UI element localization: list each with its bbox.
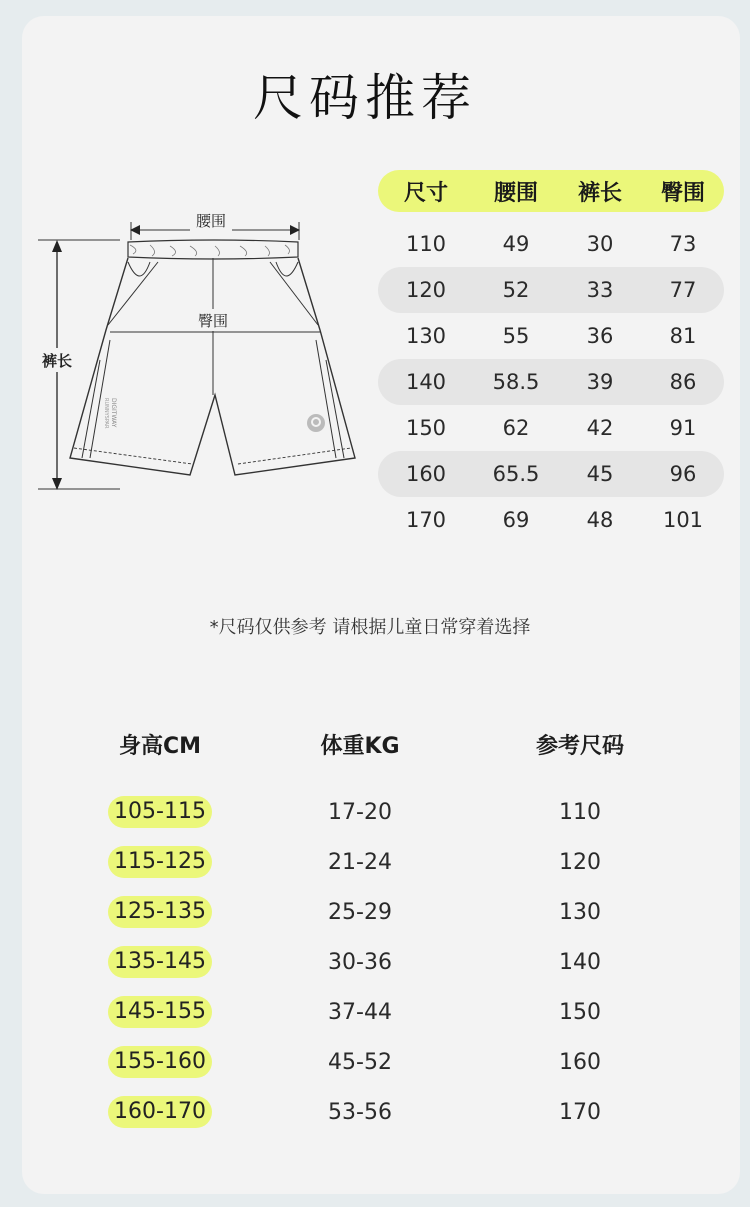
- header-length: 裤长: [577, 180, 622, 206]
- height-range-pill: 115-125: [108, 846, 212, 878]
- cell-waist: 49: [502, 232, 530, 256]
- page-title: 尺码推荐: [253, 69, 477, 127]
- cell-hip: 101: [662, 508, 704, 532]
- cell-size: 140: [405, 370, 447, 394]
- table-row: [80, 787, 700, 837]
- recommendation-header: [80, 724, 700, 764]
- cell-waist: 52: [502, 278, 530, 302]
- cell-length: 36: [586, 324, 614, 348]
- disclaimer-note: *尺码仅供参考 请根据儿童日常穿着选择: [209, 617, 531, 638]
- weight-range: 30-36: [328, 949, 392, 975]
- table-row: [80, 1037, 700, 1087]
- ref-size: 150: [559, 999, 601, 1025]
- height-range-pill: 145-155: [108, 996, 212, 1028]
- weight-range: 21-24: [328, 849, 392, 875]
- weight-range: 25-29: [328, 899, 392, 925]
- cell-hip: 96: [669, 462, 697, 486]
- header-ref-size: 参考尺码: [535, 733, 624, 759]
- brand-logo-icon: [307, 414, 325, 432]
- cell-length: 30: [586, 232, 614, 256]
- size-table-header: [378, 170, 724, 212]
- table-row: [378, 451, 724, 497]
- cell-length: 33: [586, 278, 614, 302]
- ref-size: 160: [559, 1049, 601, 1075]
- brand-text-2: RUNNYSPAR: [103, 398, 109, 429]
- table-row: [378, 497, 724, 543]
- cell-size: 170: [405, 508, 447, 532]
- cell-waist: 62: [502, 416, 530, 440]
- arrow-up-icon: [52, 240, 62, 252]
- cell-hip: 81: [669, 324, 697, 348]
- ref-size: 140: [559, 949, 601, 975]
- ref-size: 110: [559, 799, 601, 825]
- recommendation-table: [80, 724, 700, 1137]
- header-waist: 腰围: [493, 180, 538, 206]
- cell-length: 45: [586, 462, 614, 486]
- height-range-pill: 105-115: [108, 796, 212, 828]
- weight-range: 37-44: [328, 999, 392, 1025]
- height-range-pill: 160-170: [108, 1096, 212, 1128]
- cell-waist: 58.5: [492, 370, 540, 394]
- cell-waist: 65.5: [492, 462, 540, 486]
- ref-size: 120: [559, 849, 601, 875]
- cell-length: 39: [586, 370, 614, 394]
- table-row: [378, 221, 724, 267]
- cell-hip: 86: [669, 370, 697, 394]
- table-row: [378, 359, 724, 405]
- weight-range: 17-20: [328, 799, 392, 825]
- ref-size: 130: [559, 899, 601, 925]
- cell-length: 48: [586, 508, 614, 532]
- weight-range: 45-52: [328, 1049, 392, 1075]
- table-row: [80, 937, 700, 987]
- table-row: [378, 267, 724, 313]
- header-weight: 体重KG: [320, 733, 400, 759]
- height-range-pill: 135-145: [108, 946, 212, 978]
- header-hip: 臀围: [660, 180, 705, 206]
- table-row: [378, 405, 724, 451]
- cell-size: 150: [405, 416, 447, 440]
- table-row: [80, 1087, 700, 1137]
- height-range-pill: 125-135: [108, 896, 212, 928]
- cell-size: 160: [405, 462, 447, 486]
- cell-waist: 69: [502, 508, 530, 532]
- table-row: [80, 887, 700, 937]
- header-height: 身高CM: [118, 733, 202, 759]
- ref-size: 170: [559, 1099, 601, 1125]
- height-range-pill: 155-160: [108, 1046, 212, 1078]
- length-label: 裤长: [41, 352, 73, 370]
- header-size: 尺寸: [403, 180, 448, 206]
- waist-label: 腰围: [195, 212, 227, 230]
- cell-waist: 55: [502, 324, 530, 348]
- cell-size: 130: [405, 324, 447, 348]
- table-row: [378, 313, 724, 359]
- weight-range: 53-56: [328, 1099, 392, 1125]
- brand-text-1: DIGITWAY: [110, 398, 117, 428]
- table-row: [80, 837, 700, 887]
- cell-size: 110: [405, 232, 447, 256]
- cell-length: 42: [586, 416, 614, 440]
- cell-hip: 77: [669, 278, 697, 302]
- arrow-down-icon: [52, 478, 62, 490]
- table-row: [80, 987, 700, 1037]
- cell-size: 120: [405, 278, 447, 302]
- cell-hip: 73: [669, 232, 697, 256]
- size-table: [378, 170, 724, 543]
- cell-hip: 91: [669, 416, 697, 440]
- shorts-diagram: [30, 200, 370, 500]
- hip-label: 臀围: [197, 312, 229, 330]
